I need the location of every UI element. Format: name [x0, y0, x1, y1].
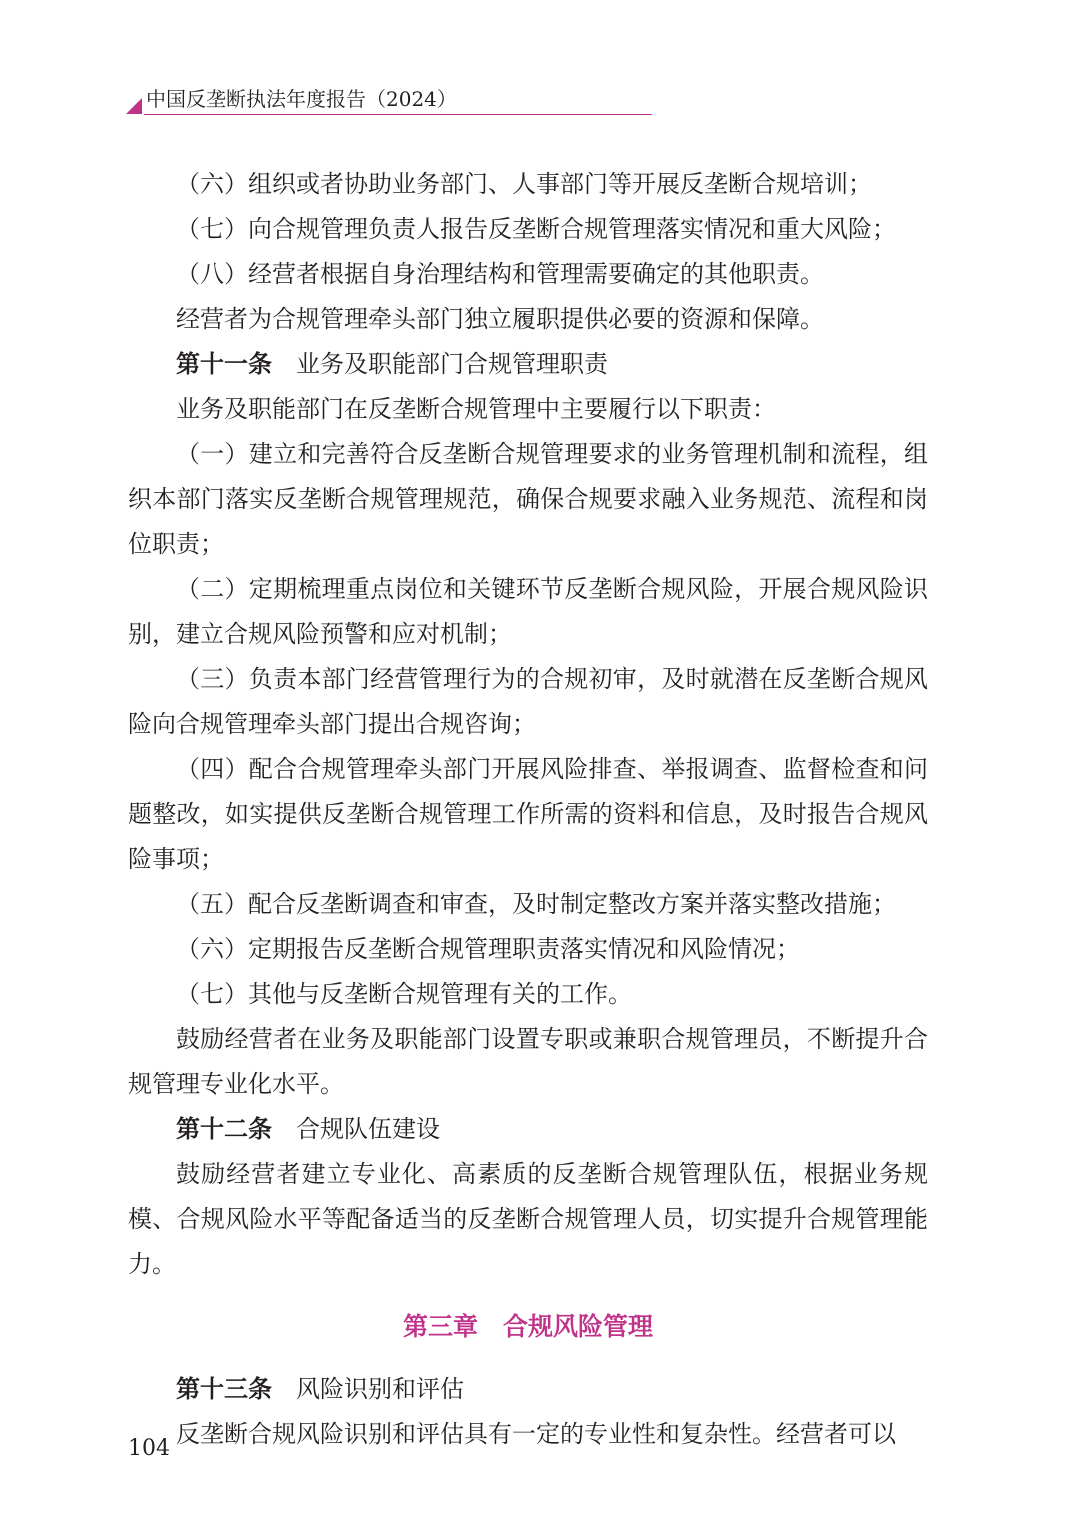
page-number: 104: [128, 1436, 170, 1461]
paragraph: （六）定期报告反垄断合规管理职责落实情况和风险情况；: [176, 935, 800, 963]
paragraph: 鼓励经营者在业务及职能部门设置专职或兼职合规管理员，不断提升合规管理专业化水平。: [128, 1025, 928, 1098]
article-heading-12: [128, 1107, 928, 1152]
article-title: 合规队伍建设: [296, 1115, 440, 1143]
article-heading-11: [128, 342, 928, 387]
paragraph: 反垄断合规风险识别和评估具有一定的专业性和复杂性。经营者可以: [176, 1420, 896, 1448]
paragraph: （一）建立和完善符合反垄断合规管理要求的业务管理机制和流程，组织本部门落实反垄断合规管理规范，确保合规要求融入业务规范、流程和岗位职责；: [128, 440, 928, 558]
article-label: 第十二条: [176, 1115, 272, 1143]
article-title: 业务及职能部门合规管理职责: [296, 350, 608, 378]
paragraph: （四）配合合规管理牵头部门开展风险排查、举报调查、监督检查和问题整改，如实提供反垄断合规管理工作所需的资料和信息，及时报告合规风险事项；: [128, 755, 928, 873]
running-header: [126, 86, 653, 116]
paragraph: （三）负责本部门经营管理行为的合规初审，及时就潜在反垄断合规风险向合规管理牵头部门提出合规咨询；: [128, 665, 928, 738]
article-label: 第十三条: [176, 1375, 272, 1403]
paragraph: 经营者为合规管理牵头部门独立履职提供必要的资源和保障。: [176, 305, 824, 333]
paragraph: 业务及职能部门在反垄断合规管理中主要履行以下职责：: [176, 395, 776, 423]
paragraph: （二）定期梳理重点岗位和关键环节反垄断合规风险，开展合规风险识别，建立合规风险预警和应对机制；: [128, 575, 928, 648]
paragraph: （七）向合规管理负责人报告反垄断合规管理落实情况和重大风险；: [176, 215, 896, 243]
article-heading-13: [128, 1367, 928, 1412]
paragraph: （八）经营者根据自身治理结构和管理需要确定的其他职责。: [176, 260, 824, 288]
header-rule: [144, 114, 652, 115]
article-label: 第十一条: [176, 350, 272, 378]
paragraph: （五）配合反垄断调查和审查，及时制定整改方案并落实整改措施；: [176, 890, 896, 918]
paragraph: （七）其他与反垄断合规管理有关的工作。: [176, 980, 632, 1008]
paragraph: （六）组织或者协助业务部门、人事部门等开展反垄断合规培训；: [176, 170, 872, 198]
header-title: 中国反垄断执法年度报告（2024）: [146, 87, 457, 111]
page-body: [128, 162, 928, 1457]
chapter-heading: 第三章 合规风险管理: [402, 1312, 653, 1341]
paragraph: 鼓励经营者建立专业化、高素质的反垄断合规管理队伍，根据业务规模、合规风险水平等配备适当的反垄断合规管理人员，切实提升合规管理能力。: [128, 1160, 928, 1278]
header-triangle-marker: [126, 98, 142, 114]
article-title: 风险识别和评估: [296, 1375, 464, 1403]
